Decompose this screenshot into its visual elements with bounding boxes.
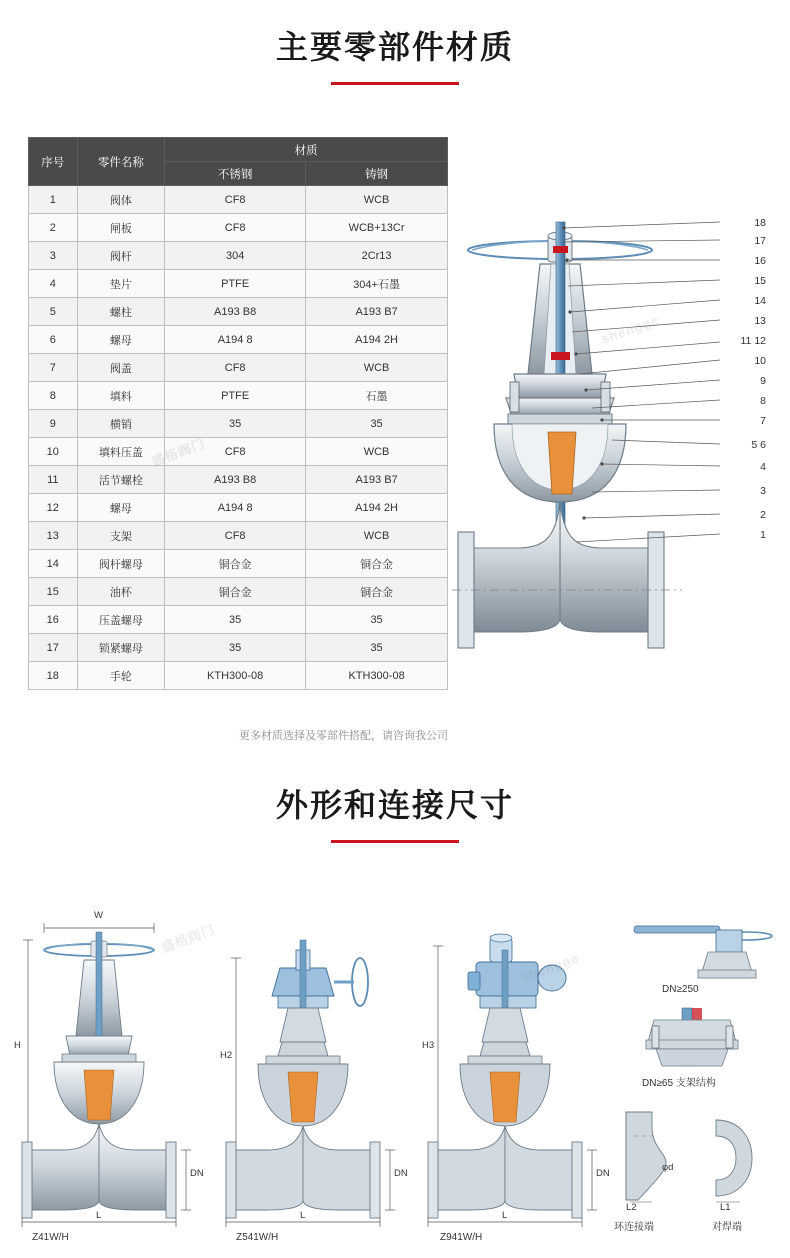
cell-stainless: A193 B8	[165, 466, 306, 494]
cell-no: 17	[29, 634, 78, 662]
cell-no: 4	[29, 270, 78, 298]
cell-cast: A194 2H	[306, 494, 448, 522]
dim-h3-label: H3	[422, 1040, 435, 1051]
cell-no: 1	[29, 186, 78, 214]
cell-part: 油杯	[77, 578, 165, 606]
cell-part: 阀杆	[77, 242, 165, 270]
dim-l-label-3: L	[502, 1210, 508, 1221]
cell-no: 6	[29, 326, 78, 354]
watermark-3: 盛格阀门	[159, 921, 218, 956]
cell-cast: WCB	[306, 186, 448, 214]
cell-cast: A193 B7	[306, 466, 448, 494]
cell-part: 填料压盖	[77, 438, 165, 466]
cell-cast: 35	[306, 634, 448, 662]
table-row	[29, 354, 448, 382]
callout-number: 9	[760, 375, 766, 387]
cell-part: 锁紧螺母	[77, 634, 165, 662]
table-row	[29, 242, 448, 270]
callout-number: 3	[760, 485, 766, 497]
dim-l2: L2	[626, 1202, 637, 1213]
cell-stainless: 铜合金	[165, 578, 306, 606]
cell-stainless: 35	[165, 606, 306, 634]
figure-bw-svg	[706, 1106, 786, 1206]
cell-stainless: A193 B8	[165, 298, 306, 326]
dim-l-label-2: L	[300, 1210, 306, 1221]
dim-dn-label-2: DN	[394, 1168, 408, 1179]
cell-part: 手轮	[77, 662, 165, 690]
cell-stainless: PTFE	[165, 270, 306, 298]
cell-stainless: 铜合金	[165, 550, 306, 578]
cell-no: 5	[29, 298, 78, 326]
cell-no: 2	[29, 214, 78, 242]
caption-rj-end: 环连接端	[614, 1222, 654, 1233]
table-row	[29, 606, 448, 634]
table-header-row-1	[29, 138, 448, 162]
cell-stainless: CF8	[165, 354, 306, 382]
table-row	[29, 186, 448, 214]
callout-number: 5 6	[751, 439, 766, 451]
table-row	[29, 326, 448, 354]
table-row	[29, 494, 448, 522]
figure-dn250	[620, 914, 780, 995]
figure-z941-svg	[420, 910, 610, 1230]
th-stainless: 不锈钢	[165, 162, 306, 186]
material-table-body	[29, 186, 448, 690]
cell-part: 压盖螺母	[77, 606, 165, 634]
table-row	[29, 662, 448, 690]
figure-caption-z941: Z941W/H	[440, 1232, 483, 1243]
cell-no: 16	[29, 606, 78, 634]
figure-z541-svg	[218, 910, 408, 1230]
cell-part: 螺母	[77, 326, 165, 354]
callout-number: 10	[754, 355, 766, 367]
figure-z941	[420, 910, 610, 1243]
figure-dn250-svg	[620, 914, 780, 988]
cell-stainless: PTFE	[165, 382, 306, 410]
cell-no: 10	[29, 438, 78, 466]
table-row	[29, 410, 448, 438]
cell-no: 7	[29, 354, 78, 382]
material-table-note: 更多材质选择及零部件搭配，请咨询我公司	[239, 730, 448, 742]
cell-part: 阀盖	[77, 354, 165, 382]
title-underline	[331, 82, 459, 85]
cell-cast: WCB	[306, 438, 448, 466]
cell-cast: A193 B7	[306, 298, 448, 326]
cell-cast: 铜合金	[306, 550, 448, 578]
caption-bw-end: 对焊端	[712, 1222, 742, 1233]
cell-no: 3	[29, 242, 78, 270]
dim-l-label: L	[96, 1210, 102, 1221]
cell-no: 11	[29, 466, 78, 494]
table-row	[29, 382, 448, 410]
cell-part: 阀体	[77, 186, 165, 214]
figure-dn65-bracket	[620, 1004, 780, 1089]
cell-no: 14	[29, 550, 78, 578]
cell-no: 8	[29, 382, 78, 410]
cell-part: 支架	[77, 522, 165, 550]
cell-stainless: A194 8	[165, 494, 306, 522]
cell-part: 闸板	[77, 214, 165, 242]
caption-dn65: DN≥65 支架结构	[642, 1078, 716, 1089]
valve-cutaway-drawing	[452, 202, 772, 732]
cell-stainless: CF8	[165, 214, 306, 242]
cell-stainless: A194 8	[165, 326, 306, 354]
cell-cast: WCB+13Cr	[306, 214, 448, 242]
cell-no: 9	[29, 410, 78, 438]
th-cast-steel: 铸钢	[306, 162, 448, 186]
cell-stainless: CF8	[165, 186, 306, 214]
watermark-2: shengge	[599, 312, 662, 347]
callout-number: 1	[760, 529, 766, 541]
page-title-dimensions: 外形和连接尺寸	[275, 787, 514, 823]
dim-dn-label: DN	[190, 1168, 204, 1179]
callout-number: 17	[754, 235, 766, 247]
cutaway-svg	[452, 202, 772, 732]
figure-bw-end	[706, 1106, 786, 1233]
cell-part: 横销	[77, 410, 165, 438]
cell-cast: WCB	[306, 522, 448, 550]
th-no: 序号	[29, 138, 78, 186]
section-materials	[0, 22, 790, 742]
dimension-drawings	[0, 900, 790, 1258]
table-row	[29, 270, 448, 298]
cell-stainless: KTH300-08	[165, 662, 306, 690]
dim-dn-label-3: DN	[596, 1168, 610, 1179]
cell-stainless: 304	[165, 242, 306, 270]
figure-z541	[218, 910, 408, 1243]
cell-cast: 35	[306, 410, 448, 438]
cell-stainless: CF8	[165, 522, 306, 550]
table-row	[29, 578, 448, 606]
dim-phi-d: φd	[662, 1162, 674, 1173]
figure-z41	[14, 910, 204, 1243]
th-part: 零件名称	[77, 138, 165, 186]
table-row	[29, 438, 448, 466]
table-row	[29, 634, 448, 662]
dim-h-label: H	[14, 1040, 21, 1051]
material-table	[28, 137, 448, 690]
cell-no: 15	[29, 578, 78, 606]
figure-z41-svg	[14, 910, 204, 1230]
callout-number: 11 12	[740, 335, 766, 347]
callout-number: 15	[754, 275, 766, 287]
cell-cast: KTH300-08	[306, 662, 448, 690]
cell-stainless: 35	[165, 410, 306, 438]
cell-cast: A194 2H	[306, 326, 448, 354]
table-row	[29, 522, 448, 550]
material-table-head	[29, 138, 448, 186]
table-row	[29, 466, 448, 494]
cell-part: 垫片	[77, 270, 165, 298]
figure-rj-end	[608, 1106, 704, 1233]
cell-part: 螺柱	[77, 298, 165, 326]
cell-stainless: CF8	[165, 438, 306, 466]
figure-caption-z41: Z41W/H	[32, 1232, 69, 1243]
cell-cast: 2Cr13	[306, 242, 448, 270]
caption-dn250: DN≥250	[662, 984, 699, 995]
table-row	[29, 298, 448, 326]
cell-stainless: 35	[165, 634, 306, 662]
section-dimensions	[0, 780, 790, 843]
callout-number: 2	[760, 509, 766, 521]
title-underline-2	[331, 840, 459, 843]
cell-part: 填料	[77, 382, 165, 410]
callout-number: 7	[760, 415, 766, 427]
cell-cast: WCB	[306, 354, 448, 382]
cell-cast: 石墨	[306, 382, 448, 410]
dim-h2-label: H2	[220, 1050, 233, 1061]
cell-cast: 铜合金	[306, 578, 448, 606]
callout-number: 16	[754, 255, 766, 267]
cell-cast: 35	[306, 606, 448, 634]
callout-number: 13	[754, 315, 766, 327]
callout-number: 14	[754, 295, 766, 307]
table-row	[29, 214, 448, 242]
callout-number: 4	[760, 461, 766, 473]
cell-no: 18	[29, 662, 78, 690]
page-title-materials: 主要零部件材质	[275, 29, 514, 65]
cell-cast: 304+石墨	[306, 270, 448, 298]
th-material-group: 材质	[165, 138, 448, 162]
cell-part: 螺母	[77, 494, 165, 522]
figure-rj-svg	[608, 1106, 704, 1206]
figure-caption-z541: Z541W/H	[236, 1232, 279, 1243]
cell-no: 13	[29, 522, 78, 550]
material-table-wrapper	[28, 137, 448, 690]
callout-number: 8	[760, 395, 766, 407]
cell-part: 活节螺栓	[77, 466, 165, 494]
cell-no: 12	[29, 494, 78, 522]
dim-w-label: W	[94, 910, 103, 921]
figure-dn65-svg	[620, 1004, 780, 1076]
callout-number: 18	[754, 217, 766, 229]
dim-l1: L1	[720, 1202, 731, 1213]
cell-part: 阀杆螺母	[77, 550, 165, 578]
table-row	[29, 550, 448, 578]
